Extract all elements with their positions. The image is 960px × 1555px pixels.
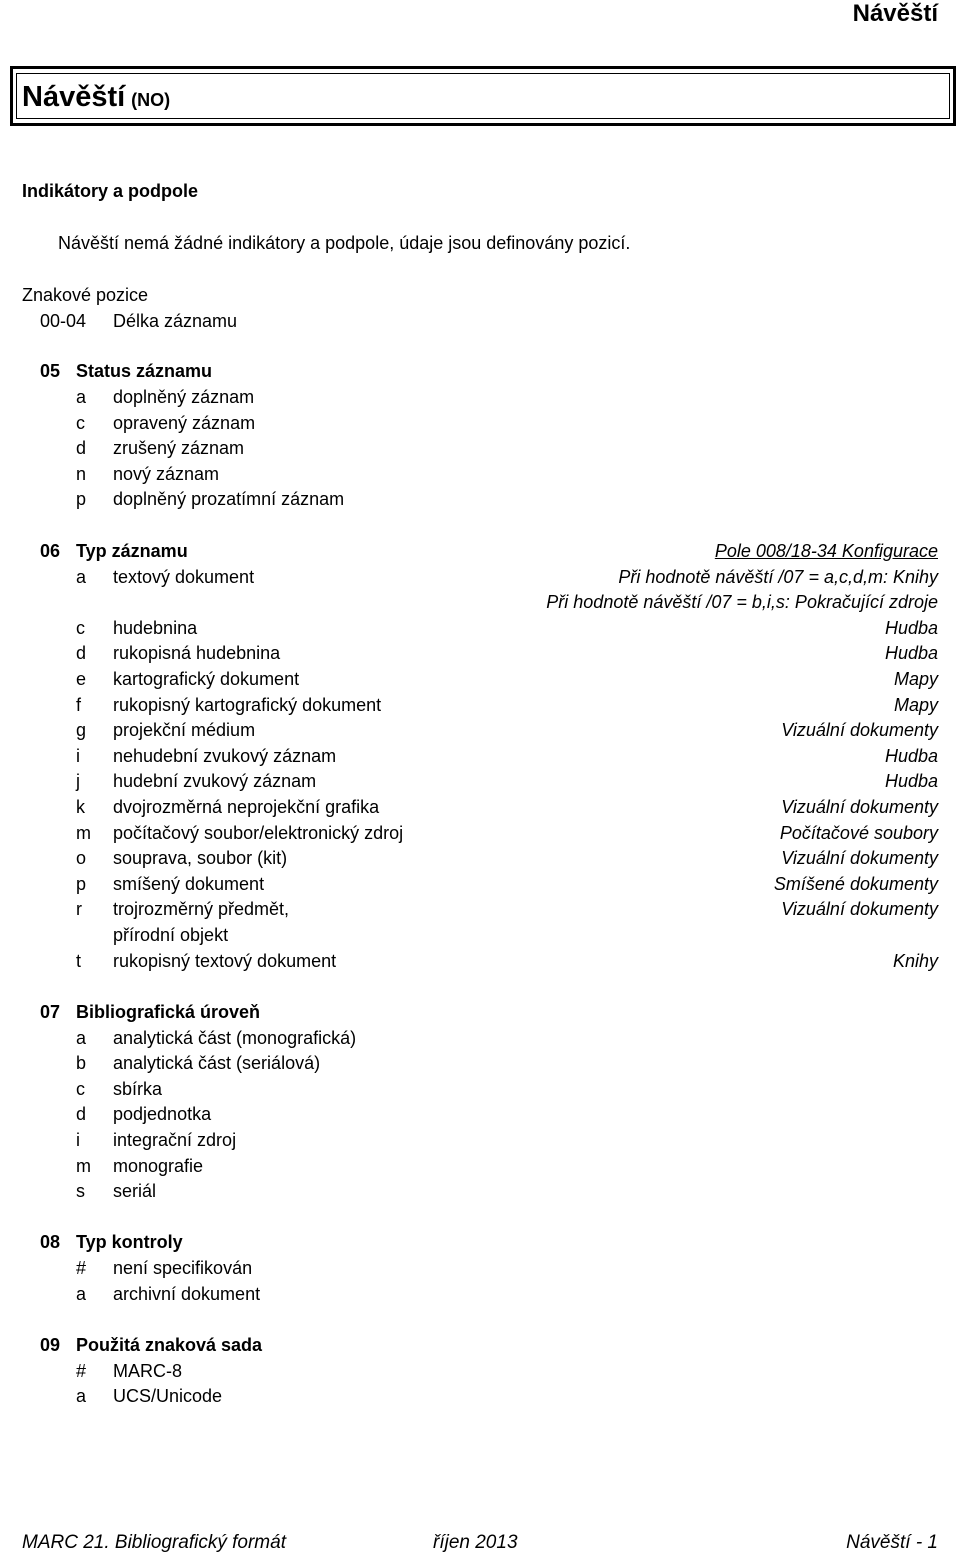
value-config: Hudba	[884, 771, 938, 791]
value-label: seriál	[113, 1181, 157, 1201]
value-code: c	[76, 1079, 85, 1099]
value-config: Knihy	[892, 951, 938, 971]
value-code: d	[76, 438, 87, 458]
config-note-books: Při hodnotě návěští /07 = a,c,d,m: Knihy	[618, 567, 938, 587]
value-code: k	[76, 797, 85, 817]
position-label-07: Bibliografická úroveň	[76, 1002, 261, 1022]
value-label: podjednotka	[113, 1104, 212, 1124]
value-code: a	[76, 1028, 87, 1048]
value-code: c	[76, 618, 85, 638]
value-code: e	[76, 669, 87, 689]
value-config: Hudba	[884, 643, 938, 663]
value-label: doplněný prozatímní záznam	[113, 489, 345, 509]
value-config: Smíšené dokumenty	[773, 874, 938, 894]
value-label: analytická část (monografická)	[113, 1028, 357, 1048]
value-label: smíšený dokument	[113, 874, 265, 894]
value-code: m	[76, 823, 91, 843]
position-code-06: 06	[40, 541, 61, 561]
value-code: i	[76, 746, 80, 766]
value-code: c	[76, 413, 85, 433]
value-code: t	[76, 951, 82, 971]
value-code: g	[76, 720, 87, 740]
title-box	[22, 80, 170, 117]
value-label: rukopisný kartografický dokument	[113, 695, 382, 715]
value-code: a	[76, 387, 87, 407]
position-code-09: 09	[40, 1335, 61, 1355]
value-code: d	[76, 1104, 87, 1124]
position-code-05: 05	[40, 361, 61, 381]
value-label: projekční médium	[113, 720, 256, 740]
position-code-07: 07	[40, 1002, 61, 1022]
value-code: #	[76, 1361, 87, 1381]
value-code: o	[76, 848, 87, 868]
value-label: nehudební zvukový záznam	[113, 746, 337, 766]
position-code-0004: 00-04	[40, 311, 87, 331]
value-config: Vizuální dokumenty	[781, 720, 938, 740]
value-label: MARC-8	[113, 1361, 183, 1381]
position-label-06: Typ záznamu	[76, 541, 188, 561]
value-code: a	[76, 1284, 87, 1304]
value-code: m	[76, 1156, 91, 1176]
value-code: a	[76, 567, 87, 587]
value-label: není specifikován	[113, 1258, 253, 1278]
value-code: s	[76, 1181, 85, 1201]
value-label: trojrozměrný předmět,	[113, 899, 290, 919]
config-note-continuing: Při hodnotě návěští /07 = b,i,s: Pokračující zdroje	[546, 592, 938, 612]
position-code-08: 08	[40, 1232, 61, 1252]
value-config: Hudba	[884, 746, 938, 766]
config-heading: Pole 008/18-34 Konfigurace	[714, 541, 938, 561]
value-code: b	[76, 1053, 87, 1073]
value-label: UCS/Unicode	[113, 1386, 223, 1406]
footer-date: říjen 2013	[433, 1532, 518, 1553]
page-title-tag: (NO)	[131, 90, 171, 110]
value-code: j	[76, 771, 80, 791]
value-code: i	[76, 1130, 80, 1150]
position-label-0004: Délka záznamu	[113, 311, 238, 331]
value-config: Mapy	[893, 695, 938, 715]
value-code: p	[76, 489, 87, 509]
value-label: rukopisná hudebnina	[113, 643, 281, 663]
footer-page-number: Návěští - 1	[846, 1532, 938, 1553]
value-label: sbírka	[113, 1079, 163, 1099]
value-code: a	[76, 1386, 87, 1406]
value-label: textový dokument	[113, 567, 255, 587]
value-label: integrační zdroj	[113, 1130, 237, 1150]
value-label: doplněný záznam	[113, 387, 255, 407]
indicators-heading: Indikátory a podpole	[22, 181, 199, 201]
value-label: dvojrozměrná neprojekční grafika	[113, 797, 380, 817]
value-code: n	[76, 464, 87, 484]
positions-heading: Znakové pozice	[22, 285, 149, 305]
footer-publication: MARC 21. Bibliografický formát	[22, 1532, 286, 1553]
value-label: opravený záznam	[113, 413, 256, 433]
value-config: Počítačové soubory	[779, 823, 938, 843]
value-label: počítačový soubor/elektronický zdroj	[113, 823, 404, 843]
value-label: nový záznam	[113, 464, 220, 484]
value-code: d	[76, 643, 87, 663]
value-config: Vizuální dokumenty	[781, 797, 938, 817]
position-label-08: Typ kontroly	[76, 1232, 183, 1252]
indicators-text: Návěští nemá žádné indikátory a podpole, údaje jsou definovány pozicí.	[58, 233, 631, 253]
value-label: kartografický dokument	[113, 669, 300, 689]
position-label-09: Použitá znaková sada	[76, 1335, 263, 1355]
value-label: hudebnina	[113, 618, 198, 638]
value-label-continuation: přírodní objekt	[113, 925, 229, 945]
value-config: Vizuální dokumenty	[781, 899, 938, 919]
value-label: monografie	[113, 1156, 204, 1176]
value-label: souprava, soubor (kit)	[113, 848, 288, 868]
value-label: analytická část (seriálová)	[113, 1053, 321, 1073]
value-config: Mapy	[893, 669, 938, 689]
value-label: archivní dokument	[113, 1284, 261, 1304]
value-code: #	[76, 1258, 87, 1278]
value-code: f	[76, 695, 82, 715]
value-label: hudební zvukový záznam	[113, 771, 317, 791]
position-label-05: Status záznamu	[76, 361, 213, 381]
running-header-title: Návěští	[852, 0, 938, 27]
value-config: Hudba	[884, 618, 938, 638]
value-label: rukopisný textový dokument	[113, 951, 337, 971]
value-config: Vizuální dokumenty	[781, 848, 938, 868]
value-code: p	[76, 874, 87, 894]
value-label: zrušený záznam	[113, 438, 245, 458]
page-title: Návěští	[22, 81, 126, 113]
value-code: r	[76, 899, 82, 919]
